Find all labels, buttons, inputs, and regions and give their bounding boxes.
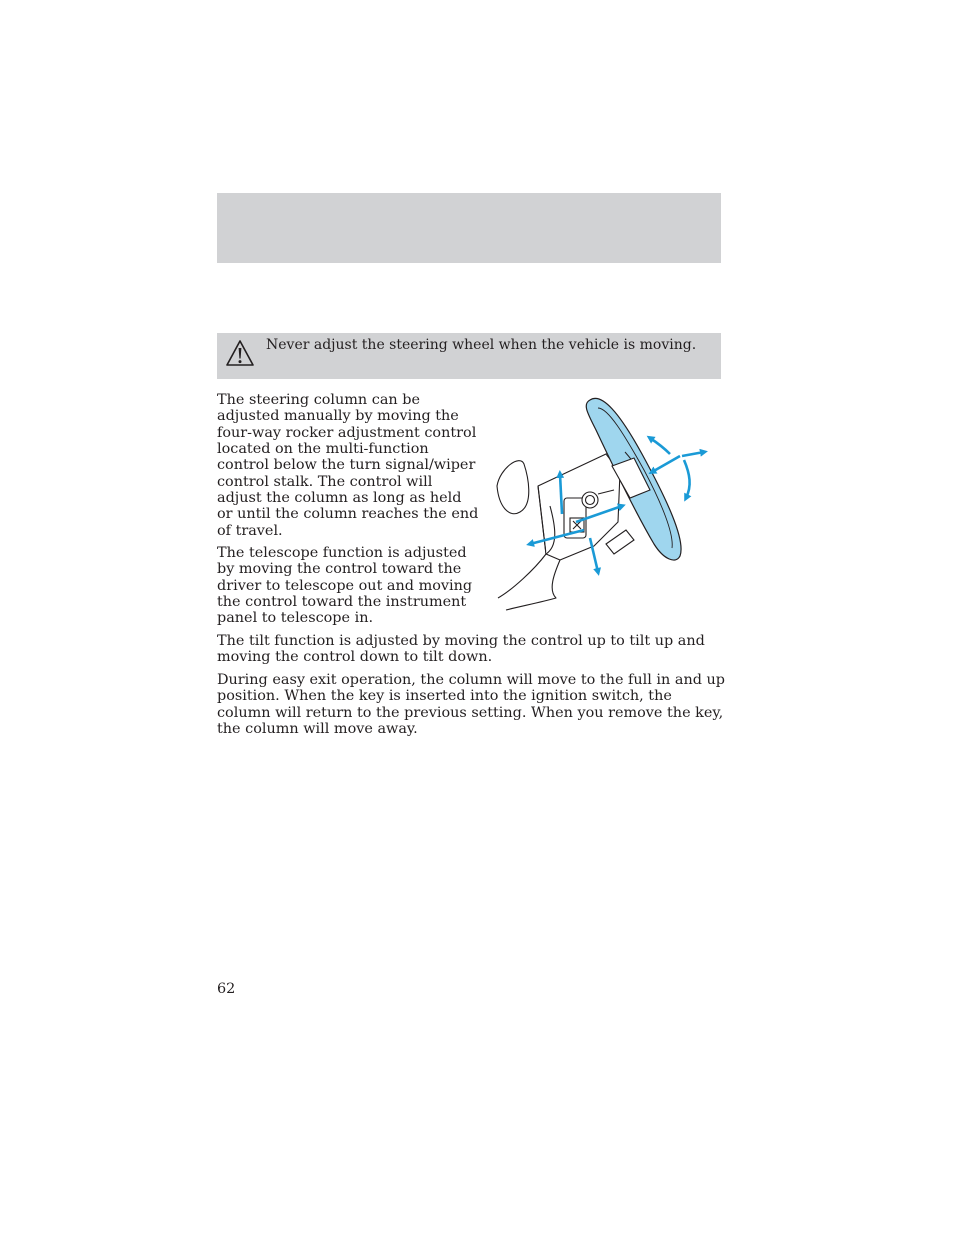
page-number: 62: [217, 981, 236, 997]
paragraph-column-adjustment: The steering column can be adjusted manually by moving the four-way rocker adjustment control located on the multi-function control below the turn signal/wiper control stalk. The control will adjust the column as long as held or until the column reaches the end of travel.: [217, 392, 479, 539]
warning-text: Never adjust the steering wheel when the vehicle is moving.: [266, 337, 697, 353]
paragraph-easy-exit: During easy exit operation, the column will move to the full in and up position. When the key is inserted into the ignition switch, the column will return to the previous setting. When you remove the key, the column will move away.: [217, 672, 725, 738]
steering-column-adjustment-icon: [494, 394, 708, 612]
warning-triangle-icon: [225, 339, 255, 367]
paragraph-telescope-function: The telescope function is adjusted by moving the control toward the driver to telescope out and moving the control toward the instrument panel to telescope in.: [217, 545, 473, 627]
warning-box: [217, 333, 721, 379]
paragraph-tilt-function: The tilt function is adjusted by moving the control up to tilt up and moving the control down to tilt down.: [217, 633, 705, 666]
section-header-bar: [217, 193, 721, 263]
